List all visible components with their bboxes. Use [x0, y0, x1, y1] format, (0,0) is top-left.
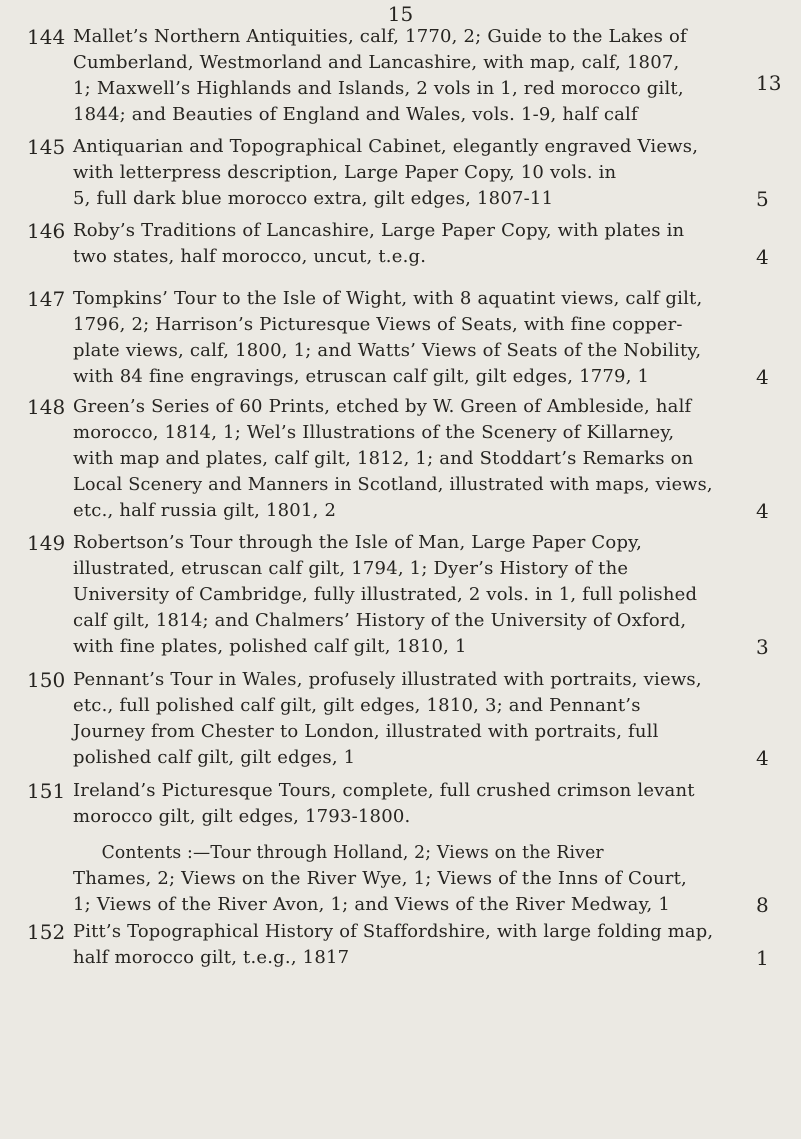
description-line: Pitt’s Topographical History of Staffordshire, with large folding map,	[73, 921, 714, 942]
description-line: Thames, 2; Views on the River Wye, 1; Views of the Inns of Court,	[73, 868, 687, 889]
description-line: with map and plates, calf gilt, 1812, 1; and Stoddart’s Remarks on	[73, 448, 694, 469]
lot-quantity: 4	[756, 245, 769, 269]
lot-quantity: 4	[756, 746, 769, 770]
lot-description	[73, 134, 713, 212]
description-line: 1; Maxwell’s Highlands and Islands, 2 vols in 1, red morocco gilt,	[73, 78, 684, 99]
description-line: morocco gilt, gilt edges, 1793-1800.	[73, 806, 411, 827]
lot-number: 148	[27, 395, 66, 419]
lot-number: 146	[27, 219, 66, 243]
lot-number: 150	[27, 668, 66, 692]
lot-quantity: 3	[756, 635, 769, 659]
description-line: 1796, 2; Harrison’s Picturesque Views of Seats, with fine copper-	[73, 314, 683, 335]
description-line: morocco, 1814, 1; Wel’s Illustrations of the Scenery of Killarney,	[73, 422, 675, 443]
description-line: Tompkins’ Tour to the Isle of Wight, with 8 aquatint views, calf gilt,	[73, 288, 703, 309]
description-line: Mallet’s Northern Antiquities, calf, 1770, 2; Guide to the Lakes of	[73, 26, 687, 47]
lot-description	[73, 24, 713, 128]
description-line: 5, full dark blue morocco extra, gilt edges, 1807-11	[73, 188, 554, 209]
description-line: Pennant’s Tour in Wales, profusely illustrated with portraits, views,	[73, 669, 702, 690]
description-line: University of Cambridge, fully illustrated, 2 vols. in 1, full polished	[73, 584, 698, 605]
lot-number: 152	[27, 920, 66, 944]
lot-description	[73, 530, 713, 660]
description-line: Local Scenery and Manners in Scotland, illustrated with maps, views,	[73, 474, 713, 495]
lot-description	[73, 778, 713, 918]
lot-quantity: 5	[756, 187, 769, 211]
lot-description	[73, 919, 713, 971]
description-line: Roby’s Traditions of Lancashire, Large Paper Copy, with plates in	[73, 220, 685, 241]
lot-number: 145	[27, 135, 66, 159]
description-line: etc., half russia gilt, 1801, 2	[73, 500, 337, 521]
description-line: with fine plates, polished calf gilt, 1810, 1	[73, 636, 467, 657]
description-line: Green’s Series of 60 Prints, etched by W. Green of Ambleside, half	[73, 396, 692, 417]
description-line: 1; Views of the River Avon, 1; and Views of the River Medway, 1	[73, 894, 671, 915]
description-line: Robertson’s Tour through the Isle of Man, Large Paper Copy,	[73, 532, 643, 553]
lot-description	[73, 218, 713, 270]
lot-quantity: 13	[756, 71, 782, 95]
lot-quantity: 1	[756, 946, 769, 970]
description-line: Cumberland, Westmorland and Lancashire, with map, calf, 1807,	[73, 52, 680, 73]
lot-description	[73, 286, 713, 390]
lot-number: 149	[27, 531, 66, 555]
description-line: Journey from Chester to London, illustrated with portraits, full	[73, 721, 659, 742]
description-line: Contents :—Tour through Holland, 2; Views on the River	[101, 842, 604, 863]
description-line: Antiquarian and Topographical Cabinet, elegantly engraved Views,	[73, 136, 699, 157]
description-line: plate views, calf, 1800, 1; and Watts’ Views of Seats of the Nobility,	[73, 340, 702, 361]
description-line: with letterpress description, Large Paper Copy, 10 vols. in	[73, 162, 617, 183]
lot-quantity: 8	[756, 893, 769, 917]
page-number: 15	[387, 2, 414, 26]
lot-quantity: 4	[756, 365, 769, 389]
description-line: 1844; and Beauties of England and Wales, vols. 1-9, half calf	[73, 104, 638, 125]
lot-number: 144	[27, 25, 66, 49]
description-line: Ireland’s Picturesque Tours, complete, full crushed crimson levant	[73, 780, 695, 801]
description-line: illustrated, etruscan calf gilt, 1794, 1; Dyer’s History of the	[73, 558, 629, 579]
lot-quantity: 4	[756, 499, 769, 523]
description-line: two states, half morocco, uncut, t.e.g.	[73, 246, 427, 267]
description-line: half morocco gilt, t.e.g., 1817	[73, 947, 350, 968]
description-line: calf gilt, 1814; and Chalmers’ History of the University of Oxford,	[73, 610, 687, 631]
description-line: etc., full polished calf gilt, gilt edges, 1810, 3; and Pennant’s	[73, 695, 641, 716]
lot-number: 147	[27, 287, 66, 311]
lot-description	[73, 394, 713, 524]
description-line: polished calf gilt, gilt edges, 1	[73, 747, 356, 768]
lot-number: 151	[27, 779, 66, 803]
description-line: with 84 fine engravings, etruscan calf gilt, gilt edges, 1779, 1	[73, 366, 650, 387]
lot-description	[73, 667, 713, 771]
